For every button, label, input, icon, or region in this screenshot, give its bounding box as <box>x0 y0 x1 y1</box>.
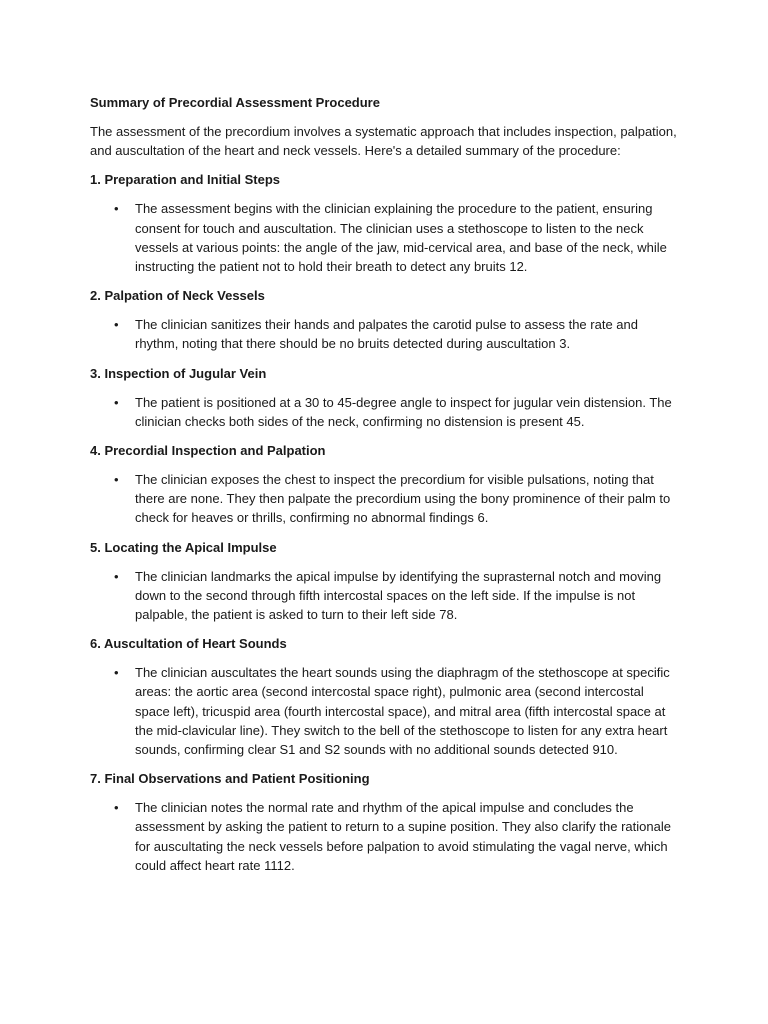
bullet-text: The clinician auscultates the heart sounds using the diaphragm of the stethoscope at specific areas: the aortic area (second intercostal space right), pulmonic area (second intercostal space left), tricuspid area (fourth intercostal space), and mitral area (fifth intercostal space at the mid-clavicular line). They switch to the bell of the stethoscope to listen for any extra heart sounds, confirming clear S1 and S2 sounds with no additional sounds detected 910. <box>135 665 670 758</box>
bullet-list <box>90 567 678 625</box>
bullet-text: The assessment begins with the clinician explaining the procedure to the patient, ensuring consent for touch and auscultation. The clinician uses a stethoscope to listen to the neck vessels at various points: the angle of the jaw, mid-cervical area, and base of the neck, while instructing the patient not to hold their breath to detect any bruits 12. <box>135 201 667 275</box>
section-5 <box>90 538 678 625</box>
list-item <box>90 393 678 431</box>
bullet-list <box>90 315 678 353</box>
section-2 <box>90 286 678 353</box>
bullet-list <box>90 199 678 276</box>
bullet-list <box>90 393 678 431</box>
bullet-text: The clinician exposes the chest to inspect the precordium for visible pulsations, noting that there are none. They then palpate the precordium using the bony prominence of their palm to check for heaves or thrills, confirming no abnormal findings 6. <box>135 472 671 526</box>
intro-paragraph: The assessment of the precordium involves a systematic approach that includes inspection, palpation, and auscultation of the heart and neck vessels. Here's a detailed summary of the procedure: <box>90 124 677 159</box>
section-heading: 4. Precordial Inspection and Palpation <box>90 443 326 459</box>
section-heading: 7. Final Observations and Patient Positioning <box>90 771 370 787</box>
section-heading: 6. Auscultation of Heart Sounds <box>90 636 287 652</box>
bullet-icon: • <box>114 201 119 217</box>
list-item <box>90 567 678 625</box>
bullet-icon: • <box>114 800 119 816</box>
bullet-list <box>90 798 678 875</box>
section-heading: 5. Locating the Apical Impulse <box>90 539 277 555</box>
bullet-text: The patient is positioned at a 30 to 45-degree angle to inspect for jugular vein distension. The clinician checks both sides of the neck, confirming no distension is present 45. <box>135 394 672 429</box>
section-heading: 2. Palpation of Neck Vessels <box>90 288 265 304</box>
bullet-icon: • <box>114 317 119 333</box>
bullet-icon: • <box>114 568 119 584</box>
section-4 <box>90 441 678 528</box>
section-heading: 1. Preparation and Initial Steps <box>90 172 280 188</box>
section-6 <box>90 634 678 759</box>
list-item <box>90 470 678 528</box>
list-item <box>90 199 678 276</box>
bullet-icon: • <box>114 665 119 681</box>
list-item <box>90 798 678 875</box>
list-item <box>90 315 678 353</box>
bullet-text: The clinician notes the normal rate and rhythm of the apical impulse and concludes the assessment by asking the patient to return to a supine position. They also clarify the rationale for auscultating the neck vessels before palpation to avoid stimulating the vagal nerve, which could affect heart rate 1112. <box>135 800 671 873</box>
section-7 <box>90 769 678 875</box>
section-heading: 3. Inspection of Jugular Vein <box>90 365 267 381</box>
bullet-text: The clinician landmarks the apical impulse by identifying the suprasternal notch and moving down to the second through fifth intercostal spaces on the left side. If the impulse is not palpable, the patient is asked to turn to their left side 78. <box>135 568 662 623</box>
list-item <box>90 663 678 759</box>
bullet-icon: • <box>114 472 119 488</box>
bullet-list <box>90 663 678 759</box>
section-3 <box>90 364 678 431</box>
bullet-text: The clinician sanitizes their hands and palpates the carotid pulse to assess the rate and rhythm, noting that there should be no bruits detected during auscultation 3. <box>135 317 638 352</box>
document-title: Summary of Precordial Assessment Procedure <box>90 95 380 110</box>
bullet-icon: • <box>114 394 119 410</box>
section-1 <box>90 170 678 276</box>
bullet-list <box>90 470 678 528</box>
